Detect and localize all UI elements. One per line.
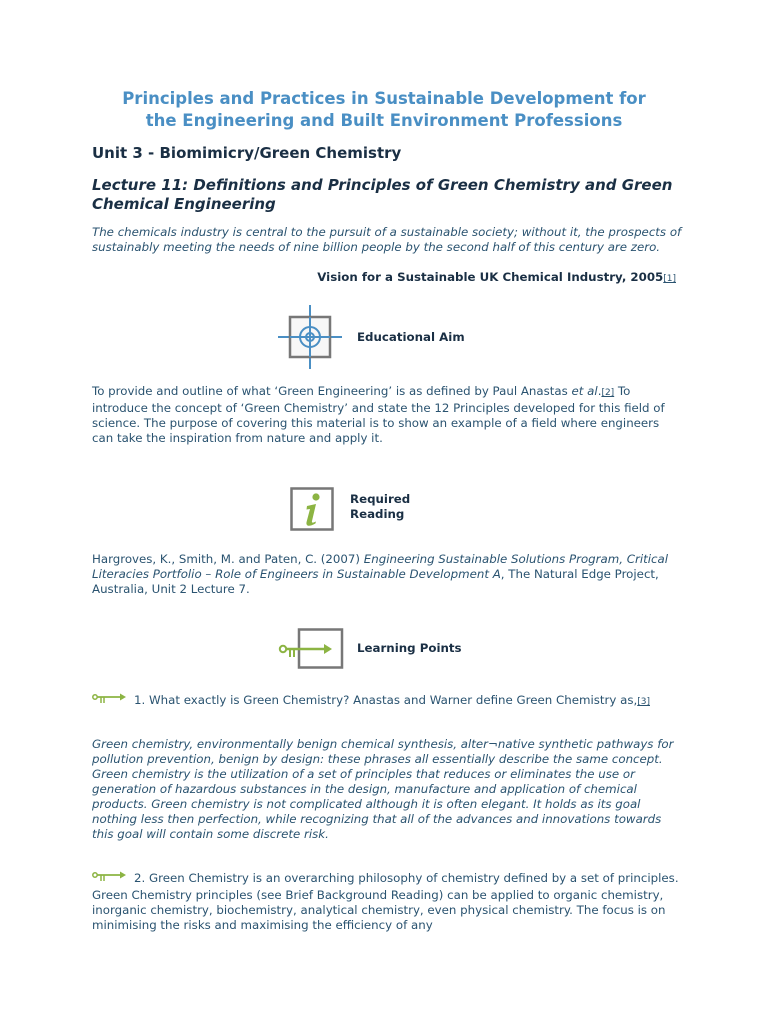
key-bullet-icon [92,870,128,888]
learning-points-label: Learning Points [357,641,462,655]
required-reading-label-line2: Reading [350,507,405,521]
required-reading-label [350,492,410,522]
footnote-link-2[interactable]: [2] [601,388,615,398]
footnote-link-1[interactable]: [1] [663,274,676,284]
quote-source-text: Vision for a Sustainable UK Chemical Industry, 2005 [317,270,664,284]
aim-text-b: To introduce the concept of ‘Green Chemistry’ and state the 12 Principles developed for this field of science. The purpose of covering this material is to show an example of a field where engineers can take the inspiration from nature and apply it. [92,384,665,445]
aim-text-etal: et al [571,384,598,398]
aim-text-a: To provide and outline of what ‘Green Engineering’ is as defined by Paul Anastas [92,384,572,398]
opening-quote: The chemicals industry is central to the pursuit of a sustainable society; without it, the prospects of sustainably meeting the needs of nine billion people by the second half of this century are zero. [92,225,682,254]
reading-text-italic: Engineering Sustainable Solutions Program, Critical Literacies Portfolio – Role of Engineers in Sustainable Development A [92,552,668,581]
title-line-1: Principles and Practices in Sustainable Development for [122,89,646,108]
document-title [60,88,708,132]
aim-text-dot: . [597,384,602,398]
reading-text-b: , The Natural Edge Project, Australia, Unit 2 Lecture 7. [92,567,659,596]
key-arrow-icon [278,628,344,670]
point1-text: 1. What exactly is Green Chemistry? Anastas and Warner define Green Chemistry as, [134,693,638,707]
educational-aim-label: Educational Aim [357,330,465,344]
footnote-link-3[interactable]: [3] [637,697,650,707]
educational-aim-text [92,384,684,446]
green-chemistry-definition-quote: Green chemistry, environmentally benign chemical synthesis, alter¬native synthetic pathways for pollution prevention, benign by design: these phrases all essentially describe the same concept. Green chemistry is the utilization of a set of principles that reduces or eliminates the use or generation of hazardous substances in the design, manufacture and application of chemical products. Green chemistry is not complicated although it is often elegant. It holds as its goal nothing less then perfection, while recognizing that all of the advances and innovations towards this goal will contain some discrete risk. [92,737,674,841]
title-line-2: the Engineering and Built Environment Professions [145,111,623,130]
key-bullet-icon [92,692,128,710]
learning-point-1 [92,692,684,710]
quote-source [317,270,676,284]
unit-heading: Unit 3 - Biomimicry/Green Chemistry [92,144,402,162]
info-icon [290,487,334,531]
reading-text-a: Hargroves, K., Smith, M. and Paten, C. (2007) [92,552,364,566]
target-icon [278,305,342,369]
required-reading-text [92,552,684,597]
learning-point-2 [92,870,684,933]
lecture-heading: Lecture 11: Definitions and Principles of Green Chemistry and Green Chemical Engineering [92,176,673,213]
required-reading-label-line1: Required [350,492,411,506]
point2-text: 2. Green Chemistry is an overarching philosophy of chemistry defined by a set of principles. Green Chemistry principles (see Brief Background Reading) can be applied to organic chemistry, inorganic chemistry, biochemistry, analytical chemistry, even physical chemistry. The focus is on minimising the risks and maximising the efficiency of any [92,871,679,932]
